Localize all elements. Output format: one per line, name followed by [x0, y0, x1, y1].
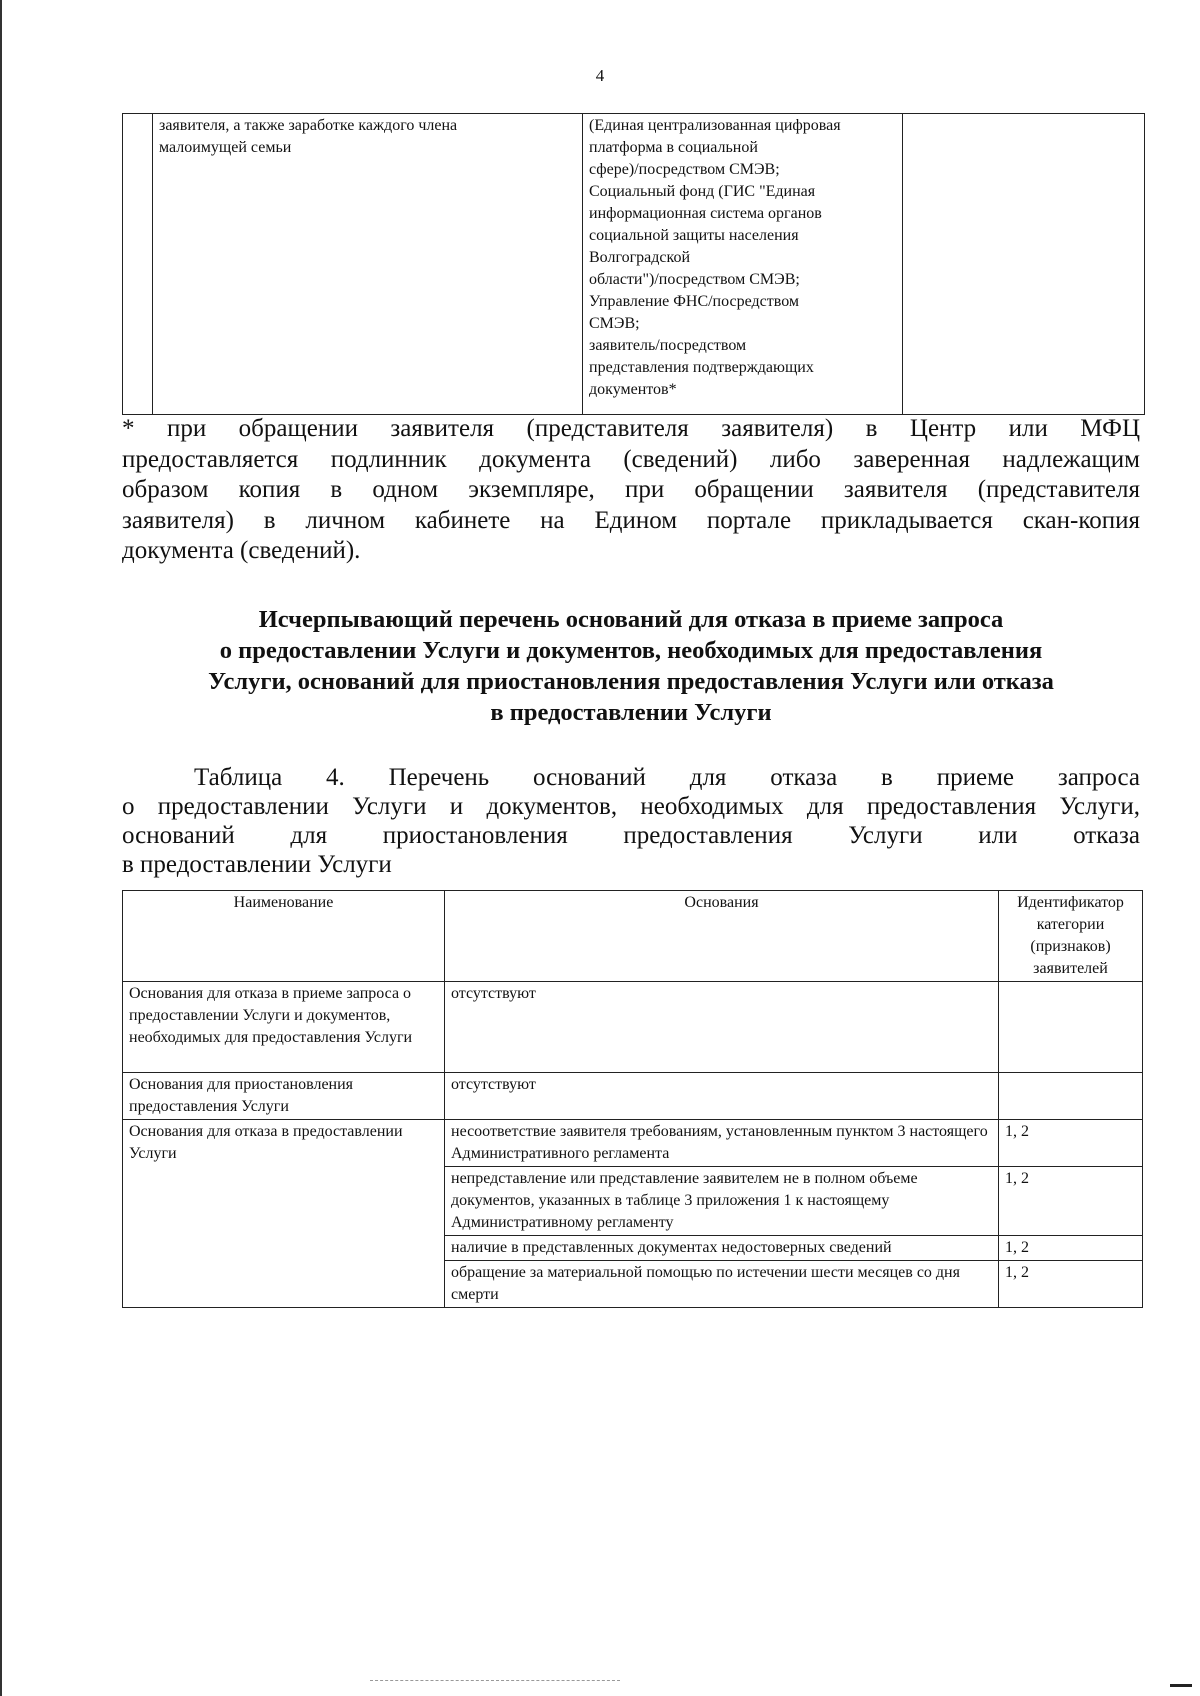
table-row	[123, 114, 1145, 415]
heading-line: о предоставлении Услуги и документов, необходимых для предоставления	[219, 637, 1043, 664]
footnote-line: образом копия в одном экземпляре, при обращении заявителя (представителя	[122, 476, 1140, 503]
cell-line: документов*	[589, 381, 677, 398]
row-grounds: обращение за материальной помощью по истечении шести месяцев со дня смерти	[445, 1261, 999, 1308]
caption-line: оснований для приостановления предоставления Услуги или отказа	[122, 822, 1140, 849]
table-caption	[122, 763, 1140, 879]
table-cell-number	[123, 114, 153, 415]
row-category-id: 1, 2	[999, 1120, 1143, 1167]
footnote-line: документа (сведений).	[122, 537, 361, 564]
header-grounds: Основания	[445, 891, 999, 982]
row-grounds: отсутствуют	[445, 1073, 999, 1120]
continued-documents-table	[122, 113, 1145, 415]
cell-line: информационная система органов	[589, 205, 822, 222]
table-cell-empty	[903, 114, 1145, 415]
row-grounds: несоответствие заявителя требованиям, установленным пунктом 3 настоящего Административного регламента	[445, 1120, 999, 1167]
row-category-id	[999, 1073, 1143, 1120]
cell-line: социальной защиты населения	[589, 227, 799, 244]
cell-line: области")/посредством СМЭВ;	[589, 271, 800, 288]
row-grounds: непредставление или представление заявителем не в полном объеме документов, указанных в таблице 3 приложения 1 к настоящему Административному регламенту	[445, 1167, 999, 1236]
heading-line: в предоставлении Услуги	[490, 699, 772, 726]
row-grounds: наличие в представленных документах недостоверных сведений	[445, 1236, 999, 1261]
header-name: Наименование	[123, 891, 445, 982]
scan-artifact-line	[370, 1680, 620, 1681]
row-name: Основания для отказа в приеме запроса о предоставлении Услуги и документов, необходимых для предоставления Услуги	[123, 982, 445, 1073]
cell-line: заявителя, а также заработке каждого члена	[159, 117, 458, 134]
footnote-line: заявителя) в личном кабинете на Едином портале прикладывается скан-копия	[122, 506, 1140, 534]
heading-line: Исчерпывающий перечень оснований для отказа в приеме запроса	[258, 606, 1004, 633]
heading-line: Услуги, оснований для приостановления предоставления Услуги или отказа	[208, 668, 1054, 695]
row-name: Основания для приостановления предоставления Услуги	[123, 1073, 445, 1120]
caption-line: о предоставлении Услуги и документов, необходимых для предоставления Услуги,	[122, 793, 1140, 820]
cell-line: Социальный фонд (ГИС "Единая	[589, 183, 816, 200]
table-cell-description	[153, 114, 583, 415]
cell-line: малоимущей семьи	[159, 139, 292, 156]
cell-line: заявитель/посредством	[589, 337, 747, 354]
caption-line: в предоставлении Услуги	[122, 851, 392, 878]
scan-left-edge	[0, 0, 2, 1696]
table-header-row	[123, 891, 1143, 982]
cell-line: Управление ФНС/посредством	[589, 293, 800, 310]
cell-line: платформа в социальной	[589, 139, 758, 156]
grounds-table	[122, 890, 1143, 1308]
table-row	[123, 1073, 1143, 1120]
row-category-id: 1, 2	[999, 1261, 1143, 1308]
cell-line: сфере)/посредством СМЭВ;	[589, 161, 780, 178]
cell-line: Волгоградской	[589, 249, 691, 266]
row-category-id	[999, 982, 1143, 1073]
row-grounds: отсутствуют	[445, 982, 999, 1073]
scan-corner-mark	[1170, 1684, 1192, 1687]
cell-line: СМЭВ;	[589, 315, 640, 332]
cell-line: представления подтверждающих	[589, 359, 814, 376]
row-category-id: 1, 2	[999, 1236, 1143, 1261]
table-row	[123, 1120, 1143, 1167]
header-category-id: Идентификатор категории (признаков) заявителей	[999, 891, 1143, 982]
cell-line: (Единая централизованная цифровая	[589, 117, 841, 134]
section-heading	[122, 604, 1140, 728]
row-category-id: 1, 2	[999, 1167, 1143, 1236]
table-cell-source	[583, 114, 903, 415]
footnote-line: предоставляется подлинник документа (сведений) либо заверенная надлежащим	[122, 445, 1140, 473]
row-name: Основания для отказа в предоставлении Услуги	[123, 1120, 445, 1308]
table-row	[123, 982, 1143, 1073]
footnote	[122, 414, 1140, 567]
page-number: 4	[595, 66, 605, 85]
caption-line: Таблица 4. Перечень оснований для отказа в приеме запроса	[194, 764, 1140, 791]
footnote-line: * при обращении заявителя (представителя заявителя) в Центр или МФЦ	[122, 415, 1140, 442]
